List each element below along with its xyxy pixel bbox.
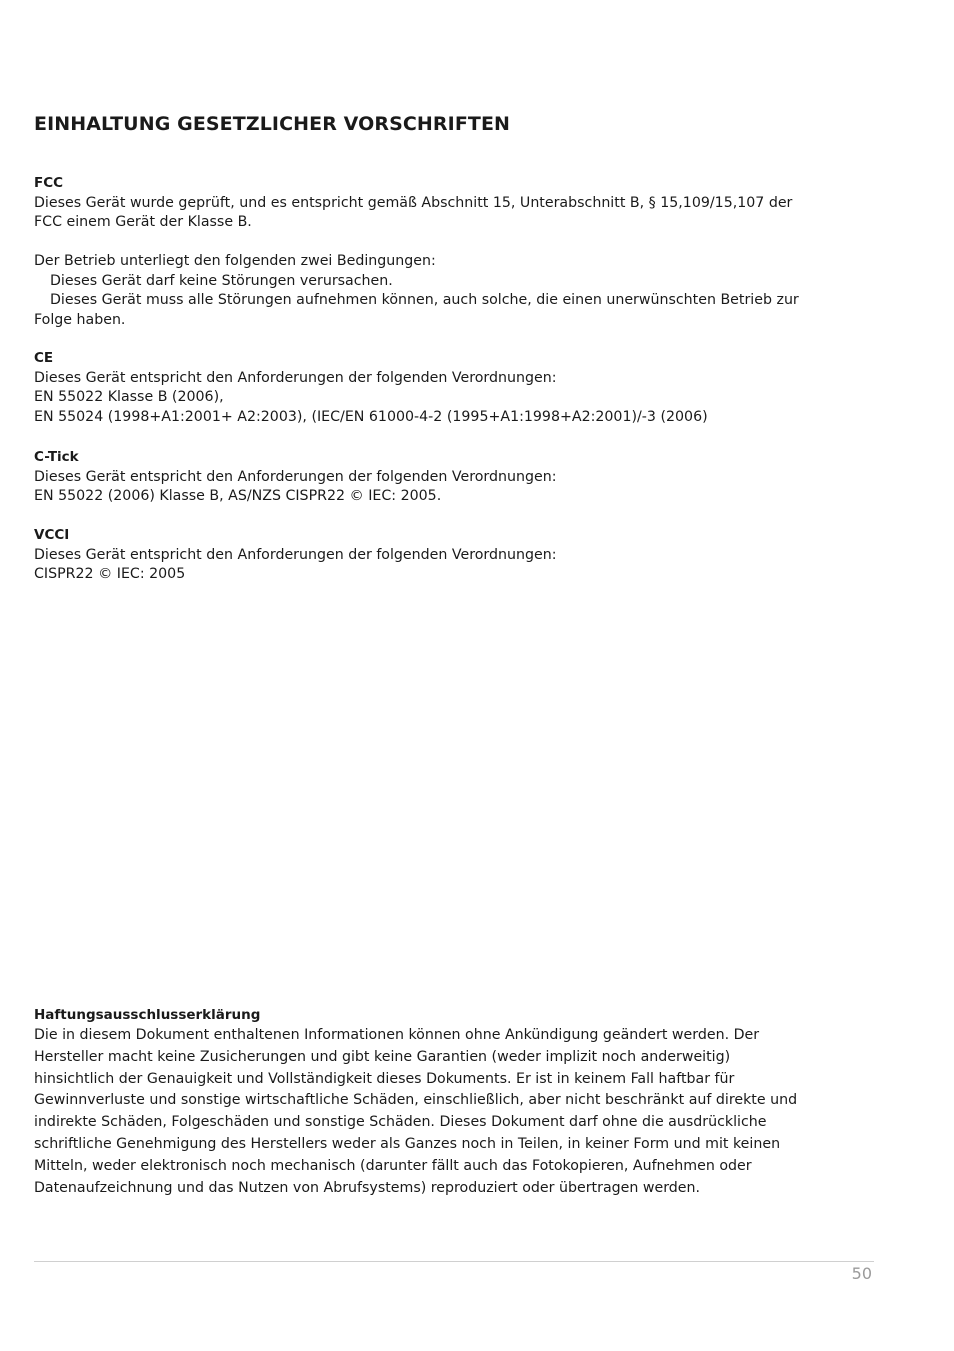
disclaimer-line: Hersteller macht keine Zusicherungen und gibt keine Garantien (weder implizit noch anderweitig): [34, 1048, 731, 1065]
vcci-text-line: CISPR22 © IEC: 2005: [34, 566, 186, 582]
fcc-text-line: FCC einem Gerät der Klasse B.: [34, 214, 252, 230]
disclaimer-line: hinsichtlich der Genauigkeit und Vollständigkeit dieses Dokuments. Er ist in keinem Fall haftbar für: [34, 1070, 735, 1087]
ce-text-line: Dieses Gerät entspricht den Anforderungen der folgenden Verordnungen:: [34, 369, 557, 386]
disclaimer-line: Datenaufzeichnung und das Nutzen von Abrufsystems) reproduziert oder übertragen werden.: [34, 1179, 701, 1196]
disclaimer-line: schriftliche Genehmigung des Herstellers weder als Ganzes noch in Teilen, in keiner Form und mit keinen: [34, 1135, 781, 1152]
fcc-condition-item: Dieses Gerät muss alle Störungen aufnehmen können, auch solche, die einen unerwünschten Betrieb zur: [50, 292, 799, 308]
disclaimer-line: Mitteln, weder elektronisch noch mechanisch (darunter fällt auch das Fotokopieren, Aufnehmen oder: [34, 1157, 752, 1174]
ce-text-line: EN 55024 (1998+A1:2001+ A2:2003), (IEC/EN 61000-4-2 (1995+A1:1998+A2:2001)/-3 (2006): [34, 408, 708, 425]
disclaimer-line: Die in diesem Dokument enthaltenen Informationen können ohne Ankündigung geändert werden. Der: [34, 1027, 760, 1043]
fcc-heading: FCC: [34, 175, 64, 191]
fcc-conditions-intro: Der Betrieb unterliegt den folgenden zwei Bedingungen:: [34, 253, 436, 269]
vcci-section: [34, 526, 904, 585]
vcci-text-line: Dieses Gerät entspricht den Anforderungen der folgenden Verordnungen:: [34, 546, 557, 563]
fcc-condition-item: Dieses Gerät darf keine Störungen verursachen.: [50, 272, 393, 289]
ctick-text-line: EN 55022 (2006) Klasse B, AS/NZS CISPR22 © IEC: 2005.: [34, 488, 442, 504]
ce-text-line: EN 55022 Klasse B (2006),: [34, 389, 224, 405]
fcc-text-line: Dieses Gerät wurde geprüft, und es entspricht gemäß Abschnitt 15, Unterabschnitt B, § 15,109/15,107 der: [34, 194, 793, 211]
disclaimer-line: indirekte Schäden, Folgeschäden und sonstige Schäden. Dieses Dokument darf ohne die ausdrückliche: [34, 1114, 767, 1131]
ctick-text-line: Dieses Gerät entspricht den Anforderungen der folgenden Verordnungen:: [34, 468, 557, 485]
page-title: EINHALTUNG GESETZLICHER VORSCHRIFTEN: [34, 113, 511, 135]
vcci-heading: VCCI: [34, 527, 70, 543]
ce-heading: CE: [34, 350, 54, 366]
fcc-condition-continuation: Folge haben.: [34, 311, 126, 328]
ctick-heading: C-Tick: [34, 449, 79, 465]
footer-divider: [34, 1261, 874, 1262]
disclaimer-line: Gewinnverluste und sonstige wirtschaftliche Schäden, einschließlich, aber nicht beschränkt auf direkte und: [34, 1092, 798, 1109]
ctick-section: [34, 448, 904, 507]
page-number: 50: [851, 1264, 872, 1283]
disclaimer-section: [34, 1005, 904, 1199]
disclaimer-heading: Haftungsausschlusserklärung: [34, 1007, 261, 1023]
ce-section: [34, 349, 904, 427]
fcc-section: [34, 174, 904, 330]
